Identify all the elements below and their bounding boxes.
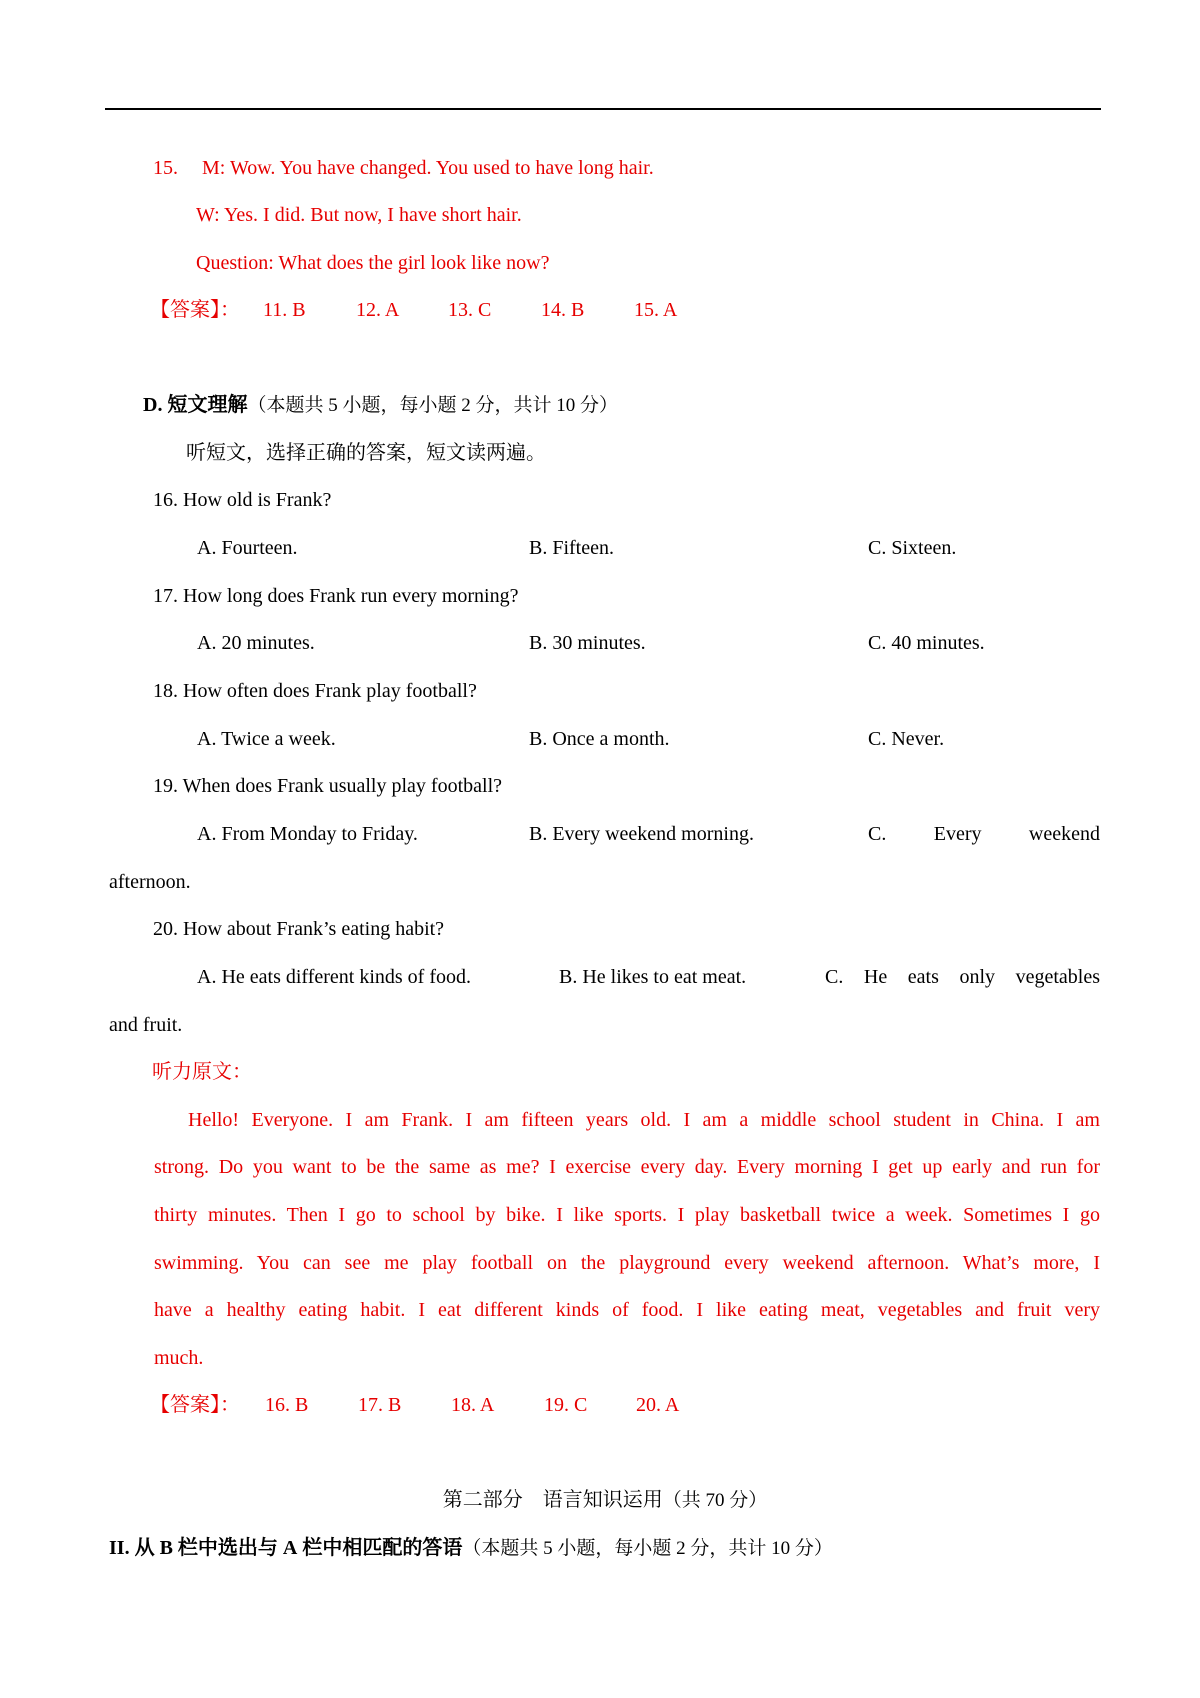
header-rule: [105, 108, 1101, 110]
option-c: C. Never.: [868, 728, 945, 750]
answer-item: 20. A: [636, 1394, 680, 1416]
option-c-continued: and fruit.: [109, 1014, 183, 1036]
question-20: 20. How about Frank’s eating habit?: [153, 918, 445, 940]
answer-label: 【答案】：: [150, 1394, 240, 1416]
section-ii-title-part: 从: [134, 1537, 155, 1559]
question-16: 16. How old is Frank?: [153, 489, 332, 511]
section-ii-column-a: A: [282, 1537, 298, 1559]
option-b: B. Once a month.: [529, 728, 670, 750]
dialog-w-line: W: Yes. I did. But now, I have short hair.: [196, 204, 522, 226]
option-c: C. He eats only vegetables: [825, 966, 1100, 988]
question-17: 17. How long does Frank run every morning?: [153, 585, 519, 607]
part-two-title: 第二部分 语言知识运用: [442, 1489, 663, 1511]
question-18: 18. How often does Frank play football?: [153, 680, 477, 702]
section-ii-note: （本题共 5 小题，每小题 2 分，共计 10 分）: [462, 1538, 833, 1559]
section-ii-number: II.: [109, 1537, 130, 1559]
option-a: A. From Monday to Friday.: [197, 823, 418, 845]
option-b: B. He likes to eat meat.: [559, 966, 747, 988]
option-a: A. Twice a week.: [197, 728, 336, 750]
section-ii-column-b: B: [159, 1537, 173, 1559]
question-19: 19. When does Frank usually play football?: [153, 775, 503, 797]
answer-item: 16. B: [265, 1394, 309, 1416]
section-d-note: （本题共 5 小题，每小题 2 分，共计 10 分）: [247, 395, 618, 416]
transcript-line: Hello! Everyone. I am Frank. I am fifteen years old. I am a middle school student in China. I am: [188, 1109, 1100, 1131]
section-ii-title-part: 栏中相匹配的答语: [302, 1537, 463, 1559]
section-d-instruction: 听短文，选择正确的答案，短文读两遍。: [186, 442, 546, 464]
option-c-continued: afternoon.: [109, 871, 191, 893]
section-d-heading: [143, 393, 618, 418]
answer-item: 15. A: [634, 299, 678, 321]
answer-item: 14. B: [541, 299, 585, 321]
option-a: A. He eats different kinds of food.: [197, 966, 472, 988]
transcript-line: have a healthy eating habit. I eat different kinds of food. I like eating meat, vegetables and fruit very: [154, 1299, 1100, 1321]
dialog-question: Question: What does the girl look like now?: [196, 252, 550, 274]
answer-item: 19. C: [544, 1394, 588, 1416]
transcript-label: 听力原文：: [152, 1061, 252, 1083]
option-a: A. Fourteen.: [197, 537, 298, 559]
section-d-title: 短文理解: [167, 394, 248, 416]
dialog-m-line: M: Wow. You have changed. You used to have long hair.: [202, 157, 654, 179]
answer-label: 【答案】：: [150, 299, 240, 321]
transcript-line: thirty minutes. Then I go to school by bike. I like sports. I play basketball twice a week. Sometimes I go: [154, 1204, 1100, 1226]
part-two-heading: [0, 1488, 1200, 1513]
transcript-line: swimming. You can see me play football on the playground every weekend afternoon. What’s more, I: [154, 1252, 1100, 1274]
option-c: C. Sixteen.: [868, 537, 957, 559]
answer-item: 13. C: [448, 299, 492, 321]
answer-item: 17. B: [358, 1394, 402, 1416]
part-two-note: （共 70 分）: [662, 1490, 768, 1511]
option-b: B. 30 minutes.: [529, 632, 646, 654]
option-c: C. 40 minutes.: [868, 632, 985, 654]
answer-item: 18. A: [451, 1394, 495, 1416]
option-b: B. Fifteen.: [529, 537, 614, 559]
answer-item: 12. A: [356, 299, 400, 321]
section-d-letter: D.: [143, 394, 163, 416]
transcript-line: strong. Do you want to be the same as me? I exercise every day. Every morning I get up early and run for: [154, 1156, 1100, 1178]
option-b: B. Every weekend morning.: [529, 823, 754, 845]
transcript-line: much.: [154, 1347, 204, 1369]
dialog-number: 15.: [153, 157, 178, 179]
option-a: A. 20 minutes.: [197, 632, 315, 654]
answer-item: 11. B: [263, 299, 306, 321]
section-ii-title-part: 栏中选出与: [177, 1537, 278, 1559]
section-ii-heading: [109, 1536, 833, 1561]
option-c: C. Every weekend: [868, 823, 1100, 845]
